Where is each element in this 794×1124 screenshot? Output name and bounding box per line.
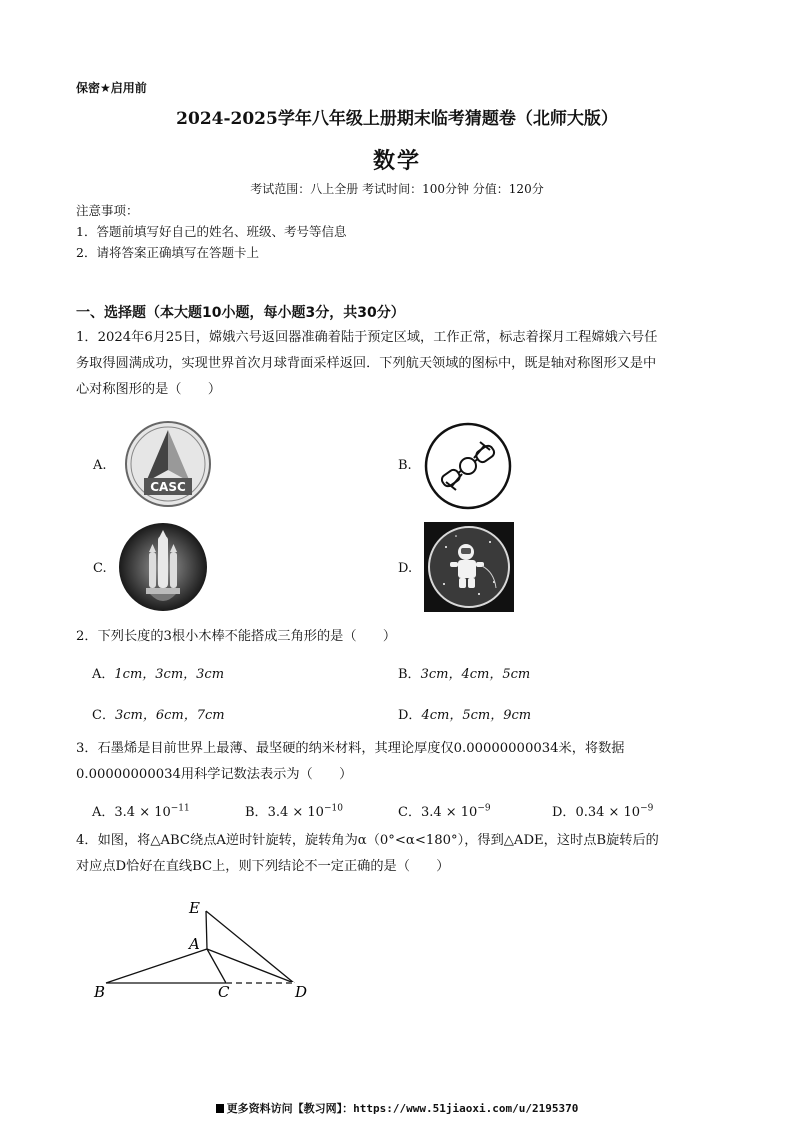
option-exponent: −11 <box>170 803 190 814</box>
label-a: A <box>189 935 200 953</box>
q2-option-b <box>398 663 530 682</box>
q3-option-b <box>245 801 343 820</box>
option-exponent: −10 <box>323 803 343 814</box>
option-base: 3.4 × 10 <box>267 805 324 820</box>
label-c: C <box>218 983 230 1001</box>
option-text: 3cm，4cm，5cm <box>420 667 531 682</box>
casc-logo-icon[interactable] <box>124 420 212 508</box>
section-heading: 一、选择题（本大题10小题，每小题3分，共30分） <box>76 305 405 321</box>
option-label: A． <box>92 667 115 682</box>
option-label: C． <box>92 708 115 723</box>
option-base: 0.34 × 10 <box>575 805 641 820</box>
line-ad <box>207 949 294 983</box>
option-label: D． <box>552 805 576 820</box>
exam-info: 考试范围：八上全册 考试时间：100分钟 分值：120分 <box>250 182 544 196</box>
option-label: D． <box>398 708 422 723</box>
question-1-stem <box>76 325 718 403</box>
q2-option-c <box>92 704 225 723</box>
triangle-rotation-figure <box>88 896 328 1006</box>
question-line: 0.00000000034用科学记数法表示为（ ） <box>76 767 353 782</box>
option-label: B． <box>245 805 268 820</box>
option-text: 4cm，5cm，9cm <box>421 708 532 723</box>
question-3-stem <box>76 736 718 788</box>
exam-title: 2024-2025学年八年级上册期末临考猜题卷（北师大版） <box>176 109 618 129</box>
footer-text[interactable]: 更多资料访问【教习网】：https://www.51jiaoxi.com/u/2195370 <box>226 1102 579 1115</box>
q3-option-d <box>552 801 653 820</box>
satellite-icon[interactable] <box>424 422 512 510</box>
subject-title: 数学 <box>372 148 421 174</box>
label-b: B <box>94 983 106 1001</box>
option-base: 3.4 × 10 <box>420 805 478 820</box>
notes <box>76 200 346 263</box>
option-c-label: C. <box>93 561 107 576</box>
line-ba <box>106 949 207 983</box>
option-exponent: −9 <box>477 803 491 814</box>
question-line: 对应点D恰好在直线BC上，则下列结论不一定正确的是（ ） <box>76 859 450 874</box>
footer-link[interactable] <box>0 1100 794 1116</box>
option-base: 3.4 × 10 <box>114 805 171 820</box>
option-label: C． <box>398 805 421 820</box>
label-d: D <box>295 983 308 1001</box>
question-line: 4．如图，将△ABC绕点A逆时针旋转，旋转角为α（0°<α<180°），得到△ADE，这时点B旋转后的 <box>76 833 659 848</box>
q2-option-a <box>92 663 224 682</box>
casc-logo-text: CASC <box>150 480 186 494</box>
option-exponent: −9 <box>640 803 654 814</box>
option-text: 1cm，3cm，3cm <box>114 667 225 682</box>
option-a-label: A. <box>93 458 107 473</box>
line-ac <box>207 949 226 983</box>
notes-item: 2．请将答案正确填写在答题卡上 <box>76 245 259 260</box>
question-line: 心对称图形的是（ ） <box>76 382 222 397</box>
notes-heading: 注意事项： <box>76 203 139 218</box>
question-line: 1．2024年6月25日，嫦娥六号返回器准确着陆于预定区域，工作正常，标志着探月工程嫦娥六号任 <box>76 330 658 345</box>
option-text: 3cm，6cm，7cm <box>114 708 225 723</box>
q3-option-c <box>398 801 491 820</box>
q2-option-d <box>398 704 531 723</box>
option-b-label: B. <box>398 458 412 473</box>
rocket-icon[interactable] <box>118 522 208 612</box>
question-4-stem <box>76 828 718 880</box>
option-d-label: D. <box>398 561 413 576</box>
line-ed <box>206 911 294 983</box>
astronaut-icon[interactable] <box>424 522 514 612</box>
option-label: A． <box>92 805 115 820</box>
question-line: 务取得圆满成功，实现世界首次月球背面采样返回．下列航天领域的图标中，既是轴对称图形又是中 <box>76 356 657 371</box>
q3-option-a <box>92 801 190 820</box>
question-2-stem: 2．下列长度的3根小木棒不能搭成三角形的是（ ） <box>76 629 397 644</box>
label-e: E <box>189 899 200 917</box>
secret-label: 保密★启用前 <box>76 81 147 95</box>
notes-item: 1．答题前填写好自己的姓名、班级、考号等信息 <box>76 224 347 239</box>
flag-icon <box>216 1104 224 1113</box>
line-ea <box>206 911 207 949</box>
option-label: B． <box>398 667 421 682</box>
question-line: 3．石墨烯是目前世界上最薄、最坚硬的纳米材料，其理论厚度仅0.00000000034米，将数据 <box>76 741 625 756</box>
